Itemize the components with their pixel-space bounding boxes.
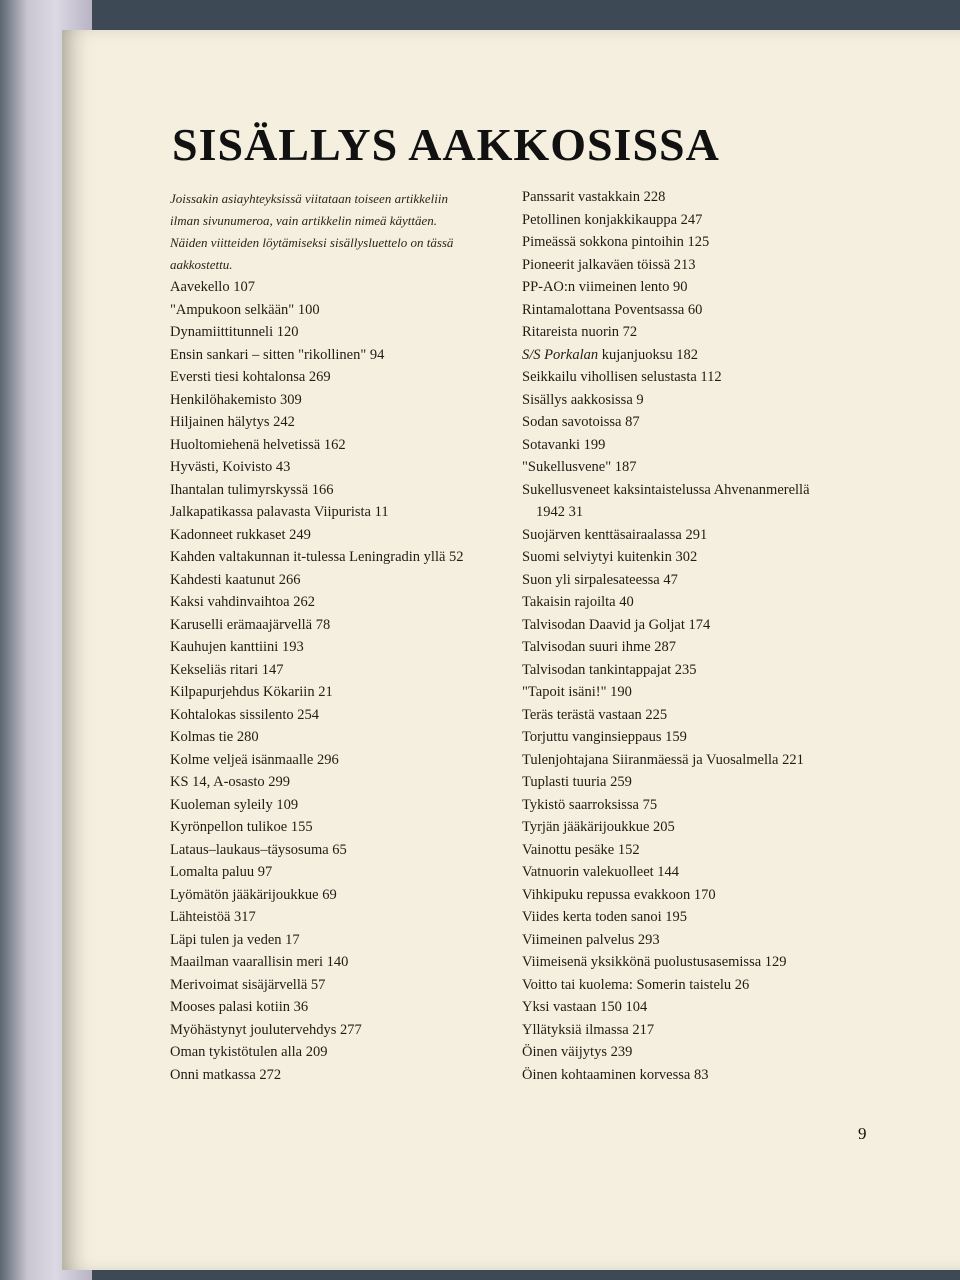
- contents-entry: Pioneerit jalkaväen töissä 213: [522, 256, 696, 273]
- contents-entry: Kaksi vahdinvaihtoa 262: [170, 594, 315, 610]
- contents-entry: Läpi tulen ja veden 17: [170, 931, 300, 948]
- contents-entry: Suojärven kenttäsairaalassa 291: [522, 526, 708, 543]
- contents-entry: Teräs terästä vastaan 225: [522, 706, 668, 723]
- contents-entry: Viimeinen palvelus 293: [522, 931, 660, 948]
- contents-entry: Sukellusveneet kaksintaistelussa Ahvenanmerellä: [522, 481, 810, 498]
- contents-entry: Vatnuorin valekuolleet 144: [522, 864, 680, 880]
- contents-entry: Merivoimat sisäjärvellä 57: [170, 976, 326, 993]
- contents-entry: Talvisodan suuri ihme 287: [522, 639, 677, 655]
- contents-entry: Kekseliäs ritari 147: [170, 661, 284, 678]
- contents-entry: Rintamalottana Poventsassa 60: [522, 301, 703, 318]
- contents-entry: Petollinen konjakkikauppa 247: [522, 211, 703, 228]
- contents-entry: Kadonneet rukkaset 249: [170, 526, 311, 543]
- contents-entry: Pimeässä sokkona pintoihin 125: [522, 234, 710, 250]
- contents-entry: Sisällys aakkosissa 9: [522, 391, 644, 408]
- contents-entry: Kauhujen kanttiini 193: [170, 639, 304, 655]
- entry-rest: kujanjuoksu 182: [598, 346, 699, 363]
- contents-entry: "Sukellusvene" 187: [522, 459, 637, 475]
- contents-entry: Kolme veljeä isänmaalle 296: [170, 751, 339, 768]
- contents-entry: Lomalta paluu 97: [170, 864, 273, 880]
- contents-entry: Takaisin rajoilta 40: [522, 594, 634, 610]
- contents-entry: Hiljainen hälytys 242: [170, 414, 295, 430]
- contents-entry: Öinen kohtaaminen korvessa 83: [522, 1066, 709, 1083]
- contents-entry: Lyömätön jääkärijoukkue 69: [170, 886, 337, 903]
- contents-entry: PP-AO:n viimeinen lento 90: [522, 279, 688, 295]
- contents-entry: Karuselli erämaajärvellä 78: [170, 616, 331, 633]
- ship-name: S/S Porkalan: [522, 346, 599, 363]
- contents-entry: [522, 344, 942, 367]
- intro-line: Joissakin asiayhteyksissä viitataan toiseen artikkeliin: [170, 191, 449, 206]
- contents-entry: Henkilöhakemisto 309: [170, 391, 302, 408]
- contents-entry: Eversti tiesi kohtalonsa 269: [170, 369, 331, 385]
- contents-entry: Vihkipuku repussa evakkoon 170: [522, 886, 716, 903]
- contents-entry: Mooses palasi kotiin 36: [170, 999, 309, 1015]
- contents-entry: Oman tykistötulen alla 209: [170, 1044, 328, 1060]
- contents-entry: Talvisodan tankintappajat 235: [522, 661, 697, 678]
- page-number: 9: [858, 1124, 867, 1143]
- contents-entry: Yllätyksiä ilmassa 217: [522, 1021, 655, 1038]
- contents-entry: Lähteistöä 317: [170, 909, 256, 925]
- contents-entry: Viides kerta toden sanoi 195: [522, 909, 688, 925]
- contents-entry: Tulenjohtajana Siiranmäessä ja Vuosalmella 221: [522, 751, 804, 768]
- intro-line: ilman sivunumeroa, vain artikkelin nimeä käyttäen.: [170, 213, 438, 228]
- contents-entry: "Ampukoon selkään" 100: [170, 301, 320, 318]
- contents-entry: Jalkapatikassa palavasta Viipurista 11: [170, 504, 389, 520]
- contents-entry: Lataus–laukaus–täysosuma 65: [170, 841, 347, 858]
- intro-line: Näiden viitteiden löytämiseksi sisällysluettelo on tässä: [170, 235, 454, 250]
- contents-entry: Öinen väijytys 239: [522, 1044, 633, 1060]
- contents-entry: Ensin sankari – sitten "rikollinen" 94: [170, 346, 385, 363]
- intro-note: [170, 188, 510, 276]
- contents-entry: Suon yli sirpalesateessa 47: [522, 571, 678, 588]
- contents-column-right: [522, 186, 942, 1086]
- contents-entry: Viimeisenä yksikkönä puolustusasemissa 129: [522, 954, 787, 970]
- contents-entry: Talvisodan Daavid ja Goljat 174: [522, 616, 711, 633]
- contents-entry: KS 14, A-osasto 299: [170, 774, 291, 790]
- intro-line: aakkostettu.: [170, 257, 233, 272]
- contents-entry: Kahdesti kaatunut 266: [170, 571, 301, 588]
- contents-column-left: [170, 188, 510, 1086]
- contents-entry-continuation: 1942 31: [536, 504, 584, 520]
- page-title: SISÄLLYS AAKKOSISSA: [172, 119, 720, 170]
- contents-entry: Kohtalokas sissilento 254: [170, 706, 320, 723]
- contents-entry: Kyrönpellon tulikoe 155: [170, 819, 313, 835]
- contents-entry: Huoltomiehenä helvetissä 162: [170, 436, 346, 453]
- contents-entry: Sodan savotoissa 87: [522, 414, 640, 430]
- contents-entry: Maailman vaarallisin meri 140: [170, 954, 349, 970]
- contents-entry: Hyvästi, Koivisto 43: [170, 459, 291, 475]
- contents-entry: Vainottu pesäke 152: [522, 841, 640, 858]
- contents-entry: "Tapoit isäni!" 190: [522, 684, 632, 700]
- contents-entry: Myöhästynyt joulutervehdys 277: [170, 1021, 362, 1038]
- contents-entry: Yksi vastaan 150 104: [522, 999, 648, 1015]
- contents-entry: Tykistö saarroksissa 75: [522, 796, 658, 813]
- contents-entry: Kolmas tie 280: [170, 729, 259, 745]
- contents-entry: Dynamiittitunneli 120: [170, 324, 299, 340]
- contents-entry: Kahden valtakunnan it-tulessa Leningradin yllä 52: [170, 549, 464, 565]
- contents-entry: Ritareista nuorin 72: [522, 324, 638, 340]
- contents-entry: Suomi selviytyi kuitenkin 302: [522, 549, 698, 565]
- contents-entry: Kilpapurjehdus Kökariin 21: [170, 684, 333, 700]
- contents-entry: Panssarit vastakkain 228: [522, 189, 666, 205]
- contents-entry: Voitto tai kuolema: Somerin taistelu 26: [522, 976, 750, 993]
- contents-entry: Torjuttu vanginsieppaus 159: [522, 729, 687, 745]
- contents-entry: Tuplasti tuuria 259: [522, 774, 632, 790]
- contents-entry: Onni matkassa 272: [170, 1066, 282, 1083]
- contents-entry: Ihantalan tulimyrskyssä 166: [170, 481, 334, 498]
- contents-entry: Tyrjän jääkärijoukkue 205: [522, 819, 675, 835]
- contents-entry: Aavekello 107: [170, 279, 255, 295]
- contents-entry: Kuoleman syleily 109: [170, 796, 299, 813]
- contents-entry: Seikkailu vihollisen selustasta 112: [522, 369, 722, 385]
- contents-entry: Sotavanki 199: [522, 436, 606, 453]
